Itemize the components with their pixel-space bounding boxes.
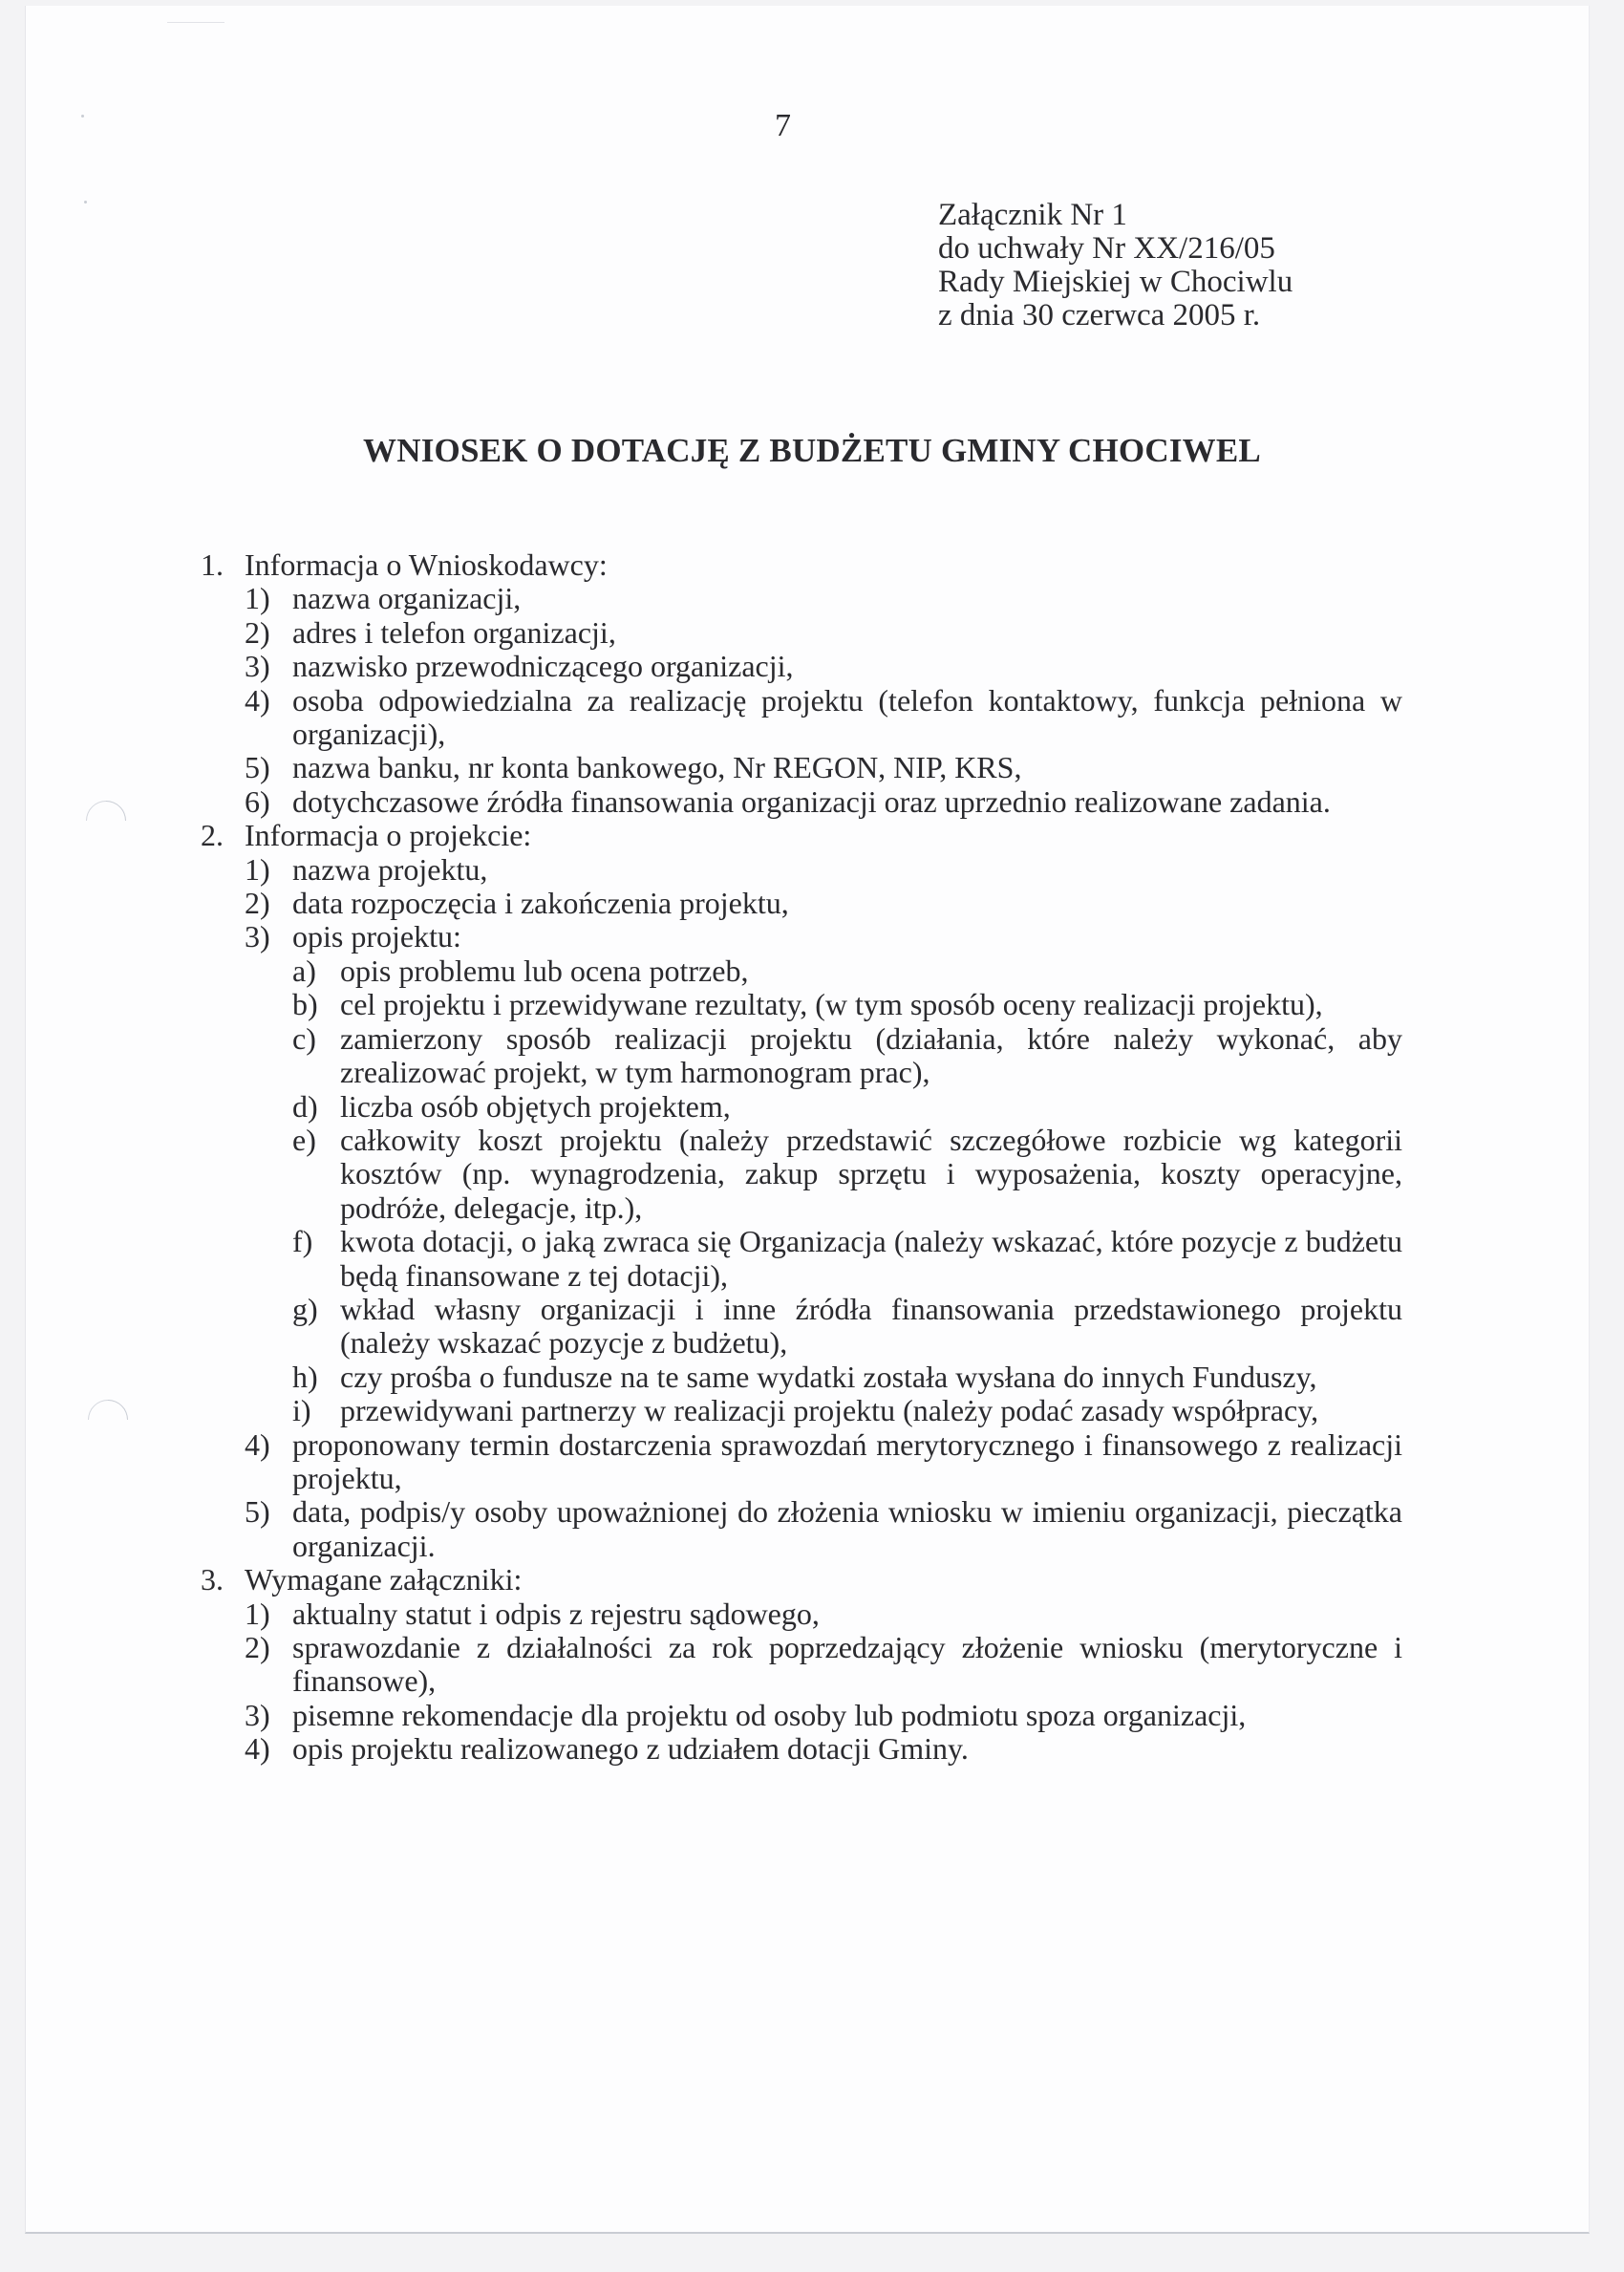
document-title: WNIOSEK O DOTACJĘ Z BUDŻETU GMINY CHOCIWEL [363, 432, 1261, 469]
application-requirements-list [201, 548, 1402, 1767]
sub-list-item [201, 1225, 1402, 1293]
item-text: czy prośba o fundusze na te same wydatki została wysłana do innych Funduszy, [340, 1359, 1317, 1394]
list-item [201, 1428, 1402, 1496]
list-item [201, 1597, 1402, 1631]
sub-list-item [201, 1293, 1402, 1361]
item-number: 1) [245, 581, 270, 616]
list-item [201, 1699, 1402, 1732]
section-applicant-info [201, 548, 1402, 819]
item-number: 4) [245, 682, 270, 718]
sub-list-item [201, 954, 1402, 988]
item-number: 3) [245, 649, 270, 684]
item-letter: e) [292, 1122, 316, 1157]
item-letter: f) [292, 1224, 313, 1259]
page-number: 7 [775, 108, 791, 143]
item-text: opis projektu realizowanego z udziałem dotacji Gminy. [292, 1731, 969, 1767]
item-text: aktualny statut i odpis z rejestru sądowego, [292, 1596, 820, 1631]
annex-line: Załącznik Nr 1 [938, 198, 1127, 232]
item-number: 3) [245, 919, 270, 954]
sub-list-item [201, 1022, 1402, 1090]
item-number: 6) [245, 783, 270, 819]
annex-line: Rady Miejskiej w Chociwlu [938, 265, 1293, 299]
item-number: 1) [245, 1596, 270, 1631]
item-text: adres i telefon organizacji, [292, 614, 616, 650]
item-letter: i) [292, 1393, 311, 1428]
section-required-attachments [201, 1563, 1402, 1766]
item-text: dotychczasowe źródła finansowania organizacji oraz uprzednio realizowane zadania. [292, 783, 1331, 819]
item-letter: d) [292, 1088, 318, 1124]
list-item [201, 887, 1402, 920]
item-letter: a) [292, 953, 316, 988]
scan-smudge [167, 22, 224, 23]
item-number: 5) [245, 1494, 270, 1530]
item-text: sprawozdanie z działalności za rok poprzedzający złożenie wniosku (merytoryczne i finansowe), [292, 1630, 1402, 1699]
item-text: pisemne rekomendacje dla projektu od osoby lub podmiotu spoza organizacji, [292, 1697, 1247, 1732]
list-item [201, 920, 1402, 954]
item-text: wkład własny organizacji i inne źródła finansowania przedstawionego projektu (należy wskazać pozycje z budżetu), [340, 1291, 1402, 1361]
section-title: Wymagane załączniki: [245, 1562, 523, 1597]
item-letter: b) [292, 987, 318, 1022]
list-item [201, 1631, 1402, 1699]
sub-list-item [201, 1361, 1402, 1394]
item-text: proponowany termin dostarczenia sprawozdań merytorycznego i finansowego z realizacji projektu, [292, 1426, 1402, 1495]
item-number: 2) [245, 886, 270, 921]
item-letter: g) [292, 1291, 318, 1326]
list-item [201, 1495, 1402, 1563]
section-heading [201, 819, 1402, 852]
list-item [201, 650, 1402, 683]
section-title: Informacja o Wnioskodawcy: [245, 547, 608, 582]
section-heading [201, 548, 1402, 582]
item-number: 3) [245, 1697, 270, 1732]
item-letter: h) [292, 1359, 318, 1394]
section-number: 1. [201, 547, 224, 582]
item-text: opis projektu: [292, 919, 461, 954]
item-text: data rozpoczęcia i zakończenia projektu, [292, 886, 789, 921]
section-heading [201, 1563, 1402, 1597]
list-item [201, 751, 1402, 784]
item-text: liczba osób objętych projektem, [340, 1088, 731, 1124]
sub-list-item [201, 1124, 1402, 1225]
item-text: nazwa projektu, [292, 851, 488, 887]
item-text: nazwisko przewodniczącego organizacji, [292, 649, 794, 684]
item-text: nazwa organizacji, [292, 581, 522, 616]
item-number: 1) [245, 851, 270, 887]
item-text: kwota dotacji, o jaką zwraca się Organizacja (należy wskazać, które pozycje z budżetu będą finansowane z tej dotacji), [340, 1224, 1402, 1293]
annex-line: z dnia 30 czerwca 2005 r. [938, 298, 1261, 332]
item-text: cel projektu i przewidywane rezultaty, (w tym sposób oceny realizacji projektu), [340, 987, 1323, 1022]
item-number: 4) [245, 1426, 270, 1462]
item-text: nazwa banku, nr konta bankowego, Nr REGON, NIP, KRS, [292, 750, 1022, 785]
annex-line: do uchwały Nr XX/216/05 [938, 231, 1275, 266]
list-item [201, 785, 1402, 819]
item-letter: c) [292, 1020, 316, 1056]
item-text: przewidywani partnerzy w realizacji projektu (należy podać zasady współpracy, [340, 1393, 1319, 1428]
list-item [201, 582, 1402, 615]
list-item [201, 616, 1402, 650]
section-title: Informacja o projekcie: [245, 818, 532, 853]
item-text: data, podpis/y osoby upoważnionej do złożenia wniosku w imieniu organizacji, pieczątka organizacji. [292, 1494, 1402, 1563]
sub-list-item [201, 988, 1402, 1021]
item-text: opis problemu lub ocena potrzeb, [340, 953, 749, 988]
annex-reference [938, 199, 1293, 332]
item-number: 2) [245, 1630, 270, 1664]
list-item [201, 853, 1402, 887]
item-text: całkowity koszt projektu (należy przedstawić szczegółowe rozbicie wg kategorii kosztów (np. wynagrodzenia, zakup sprzętu i wyposażenia, koszty operacyjne, podróże, delegacje, itp.), [340, 1122, 1402, 1225]
section-project-info [201, 819, 1402, 1563]
item-text: osoba odpowiedzialna za realizację projektu (telefon kontaktowy, funkcja pełniona w organizacji), [292, 682, 1402, 752]
item-number: 4) [245, 1731, 270, 1767]
sub-list-item [201, 1090, 1402, 1124]
section-number: 2. [201, 818, 224, 853]
list-item [201, 1732, 1402, 1766]
item-number: 5) [245, 750, 270, 785]
scan-speck [84, 201, 87, 204]
item-number: 2) [245, 614, 270, 650]
scan-speck [81, 115, 84, 118]
sub-list-item [201, 1394, 1402, 1427]
section-number: 3. [201, 1562, 224, 1597]
item-text: zamierzony sposób realizacji projektu (działania, które należy wykonać, aby zrealizować projekt, w tym harmonogram prac), [340, 1020, 1402, 1090]
list-item [201, 684, 1402, 752]
